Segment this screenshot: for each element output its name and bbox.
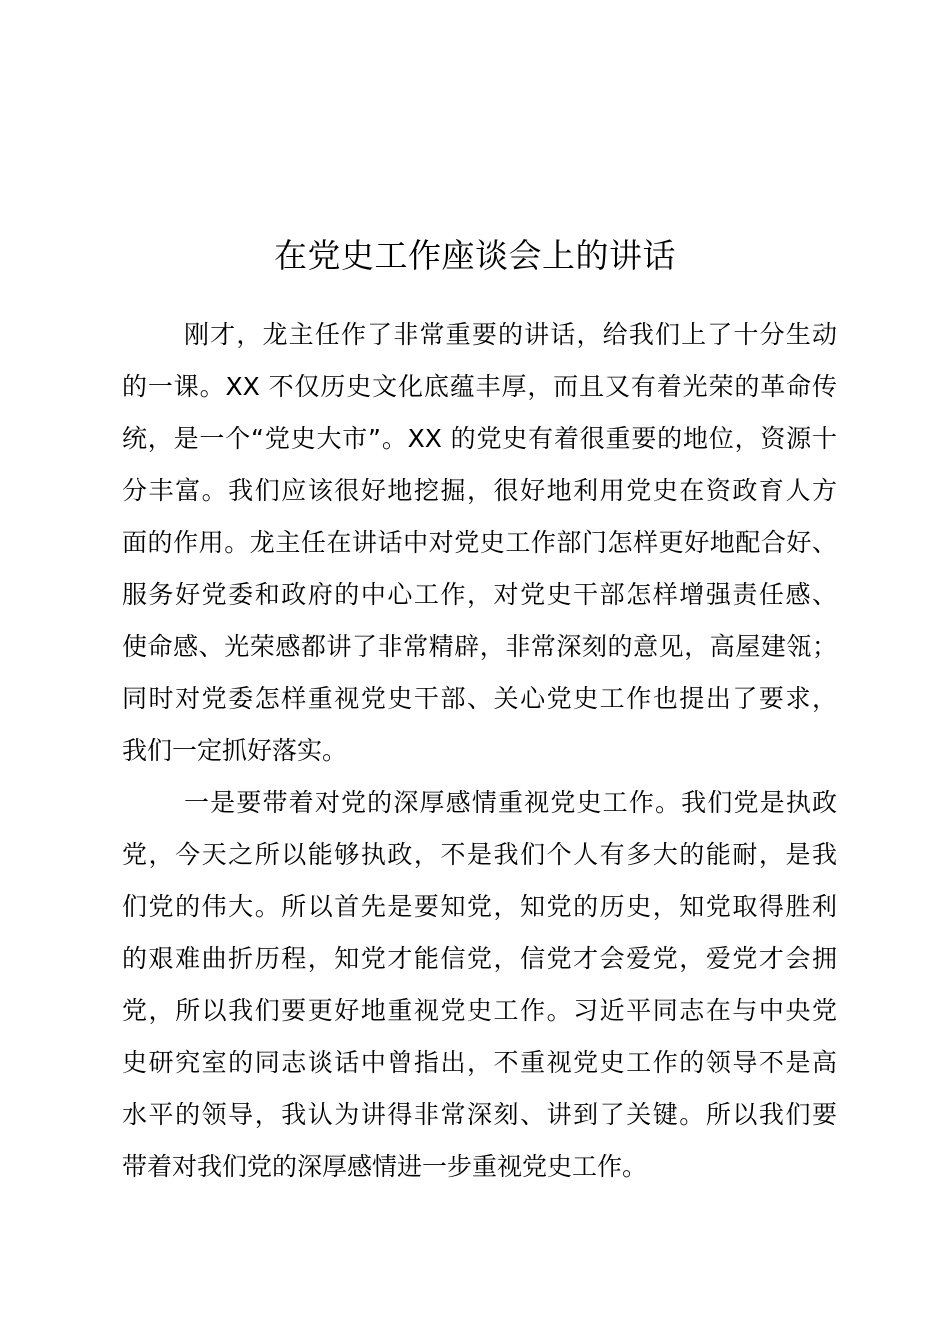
text-line: 党，今天之所以能够执政，不是我们个人有多大的能耐，是我 [122, 840, 837, 869]
document-body [122, 309, 837, 1193]
text-line: 使命感、光荣感都讲了非常精辟，非常深刻的意见，高屋建瓴； [122, 632, 837, 661]
text-line: 带着对我们党的深厚感情进一步重视党史工作。 [122, 1152, 648, 1181]
text-line: 我们一定抓好落实。 [122, 736, 348, 765]
text-line: 的艰难曲折历程，知党才能信党，信党才会爱党，爱党才会拥 [122, 944, 837, 973]
text-line: 服务好党委和政府的中心工作，对党史干部怎样增强责任感、 [122, 580, 837, 609]
paragraph-1 [122, 309, 837, 777]
text-line: 面的作用。龙主任在讲话中对党史工作部门怎样更好地配合好、 [122, 528, 837, 557]
text-line: 统，是一个“党史大市”。XX 的党史有着很重要的地位，资源十 [122, 424, 837, 453]
paragraph-2 [122, 777, 837, 1193]
page-title: 在党史工作座谈会上的讲话 [274, 236, 676, 275]
text-line: 们党的伟大。所以首先是要知党，知党的历史，知党取得胜利 [122, 892, 837, 921]
text-line: 的一课。XX 不仅历史文化底蕴丰厚，而且又有着光荣的革命传 [122, 372, 837, 401]
text-line: 分丰富。我们应该很好地挖掘，很好地利用党史在资政育人方 [122, 476, 837, 505]
text-line: 一是要带着对党的深厚感情重视党史工作。我们党是执政 [184, 788, 837, 817]
text-line: 刚才，龙主任作了非常重要的讲话，给我们上了十分生动 [184, 320, 837, 349]
text-line: 水平的领导，我认为讲得非常深刻、讲到了关键。所以我们要 [122, 1100, 837, 1129]
text-line: 同时对党委怎样重视党史干部、关心党史工作也提出了要求， [122, 684, 837, 713]
text-line: 党，所以我们要更好地重视党史工作。习近平同志在与中央党 [122, 996, 837, 1025]
text-line: 史研究室的同志谈话中曾指出，不重视党史工作的领导不是高 [122, 1048, 837, 1077]
